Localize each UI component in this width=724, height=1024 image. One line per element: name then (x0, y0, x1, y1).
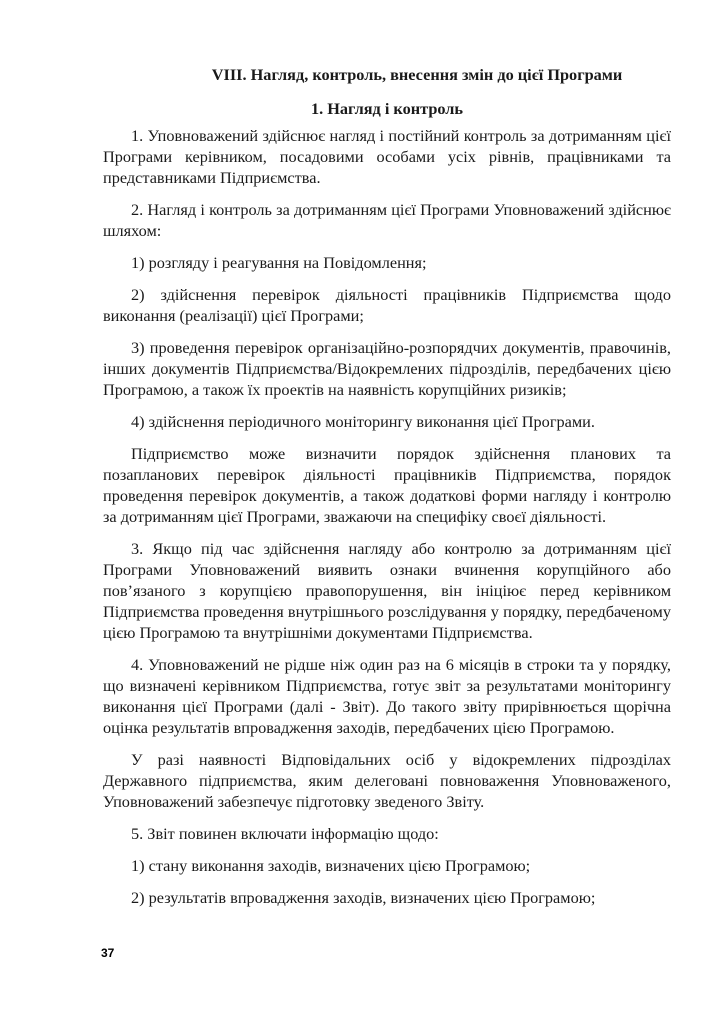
paragraph-4: 3. Якщо під час здійснення нагляду або контролю за дотриманням цієї Програми Уповноважений виявить ознаки вчинення корупційного або пов’язаного з корупцією правопорушення, він ініціює перед керівником Підприємства проведення внутрішнього розслідування у порядку, передбаченому цією Програмою та внутрішніми документами Підприємства. (103, 539, 671, 642)
paragraph-3: Підприємство може визначити порядок здійснення планових та позапланових перевірок діяльності працівників Підприємства, порядок проведення перевірок документів, а також додаткові форми нагляду і контролю за дотриманням цієї Програми, зважаючи на специфіку своєї діяльності. (103, 444, 671, 526)
paragraph-2: 2. Нагляд і контроль за дотриманням цієї Програми Уповноважений здійснює шляхом: (103, 200, 671, 240)
list-item-5: 1) стану виконання заходів, визначених цією Програмою; (131, 856, 531, 875)
list-item-1: 1) розгляду і реагування на Повідомлення; (131, 253, 427, 272)
list-item-4: 4) здійснення періодичного моніторингу виконання цієї Програми. (131, 412, 595, 431)
paragraph-1: 1. Уповноважений здійснює нагляд і постійний контроль за дотриманням цієї Програми керівником, посадовими особами усіх рівнів, працівниками та представниками Підприємства. (103, 126, 671, 187)
list-item-2: 2) здійснення перевірок діяльності працівників Підприємства щодо виконання (реалізації) цієї Програми; (103, 285, 671, 325)
paragraph-7: 5. Звіт повинен включати інформацію щодо: (131, 824, 439, 843)
subsection-title: 1. Нагляд і контроль (310, 99, 464, 118)
page-number: 37 (101, 946, 115, 960)
list-item-6: 2) результатів впровадження заходів, визначених цією Програмою; (131, 888, 596, 907)
list-item-3: 3) проведення перевірок організаційно-розпорядчих документів, правочинів, інших документів Підприємства/Відокремлених підрозділів, передбачених цією Програмою, а також їх проектів на наявність корупційних ризиків; (103, 338, 671, 399)
paragraph-5: 4. Уповноважений не рідше ніж один раз на 6 місяців в строки та у порядку, що визначені керівником Підприємства, готує звіт за результатами моніторингу виконання цієї Програми (далі - Звіт). До такого звіту прирівнюється щорічна оцінка результатів впровадження заходів, передбачених цією Програмою. (103, 655, 671, 737)
document-page (103, 64, 671, 919)
section-title: VIII. Нагляд, контроль, внесення змін до цієї Програми (211, 65, 623, 84)
paragraph-6: У разі наявності Відповідальних осіб у відокремлених підрозділах Державного підприємства, яким делеговані повноваження Уповноваженого, Уповноважений забезпечує підготовку зведеного Звіту. (103, 750, 671, 811)
